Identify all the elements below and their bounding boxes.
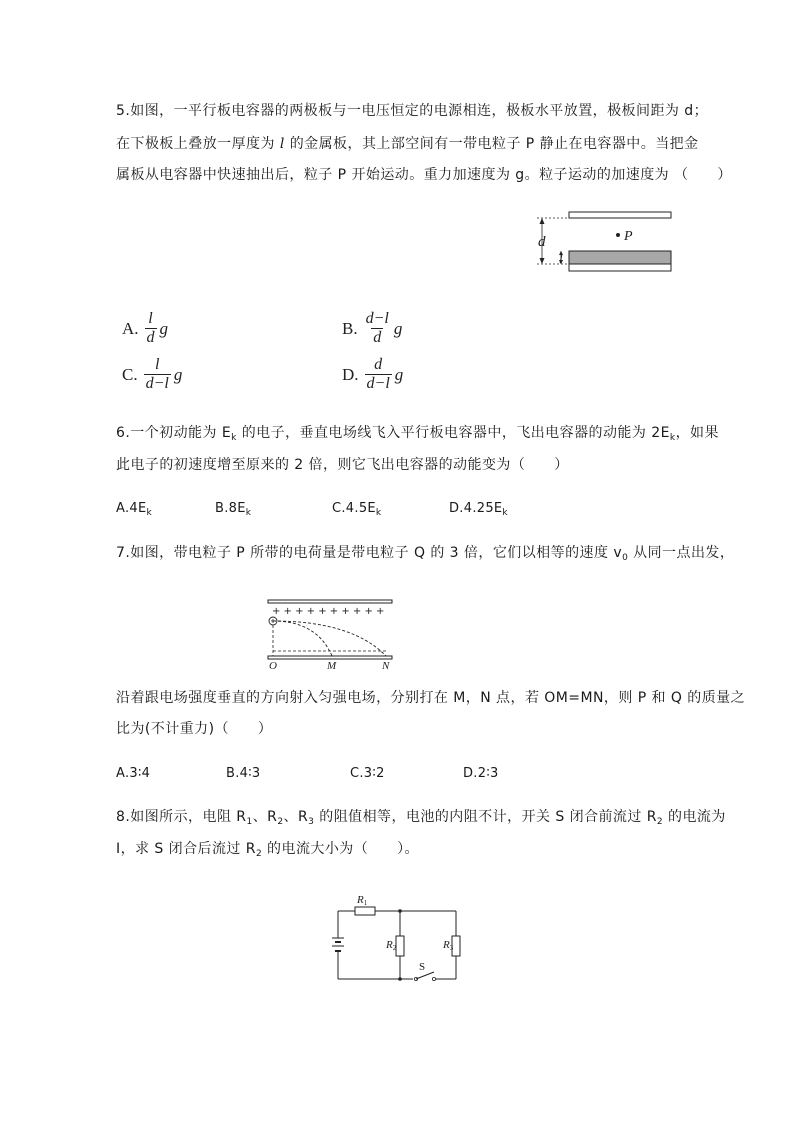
q6-option-a[interactable]: $A.4E_k$ — [116, 501, 152, 518]
q5-option-a[interactable]: A. $\frac{l}{d}$ g — [122, 310, 169, 346]
q6-line-1: 6.一个初动能为 $E_k$ 的电子，垂直电场线飞入平行板电容器中，飞出电容器的动能为 $2E_k$，如果 — [116, 425, 719, 443]
q5-line-3: 属板从电容器中快速抽出后，粒子 P 开始运动。重力加速度为 g。粒子运动的加速度为 （ ） — [116, 167, 732, 183]
label-P: P — [624, 229, 633, 244]
capacitor-figure — [525, 208, 685, 276]
q6-option-b[interactable]: $B.8E_k$ — [215, 501, 252, 518]
q6-option-c[interactable]: $C.4.5E_k$ — [332, 501, 382, 518]
q8-line-2: I，求 S 闭合后流过 $R_2$ 的电流大小为（ ）。 — [116, 841, 419, 859]
label-l: l — [559, 251, 563, 266]
plus-signs: + + + + + + + + + + — [272, 606, 385, 617]
label-M: M — [327, 660, 337, 672]
q6-option-d[interactable]: $D.4.25E_k$ — [449, 501, 508, 518]
q5-option-c[interactable]: C. $\frac{l}{d-l}$ g — [122, 356, 183, 392]
label-O: O — [269, 660, 277, 672]
label-N: N — [382, 660, 390, 672]
label-r1: R1 — [357, 894, 368, 907]
q7-line-3: 比为(不计重力)（ ） — [116, 721, 273, 737]
label-d: d — [538, 234, 546, 250]
label-r3: R3 — [443, 939, 454, 952]
q7-option-c[interactable]: C.3∶2 — [350, 766, 385, 781]
q7-option-b[interactable]: B.4∶3 — [226, 766, 261, 781]
q7-option-d[interactable]: D.2∶3 — [463, 766, 499, 781]
label-s: S — [419, 961, 426, 973]
label-r2: R2 — [386, 939, 397, 952]
q7-line-2: 沿着跟电场强度垂直的方向射入匀强电场，分别打在 M，N 点，若 OM=MN，则 P 和 Q 的质量之 — [116, 690, 746, 706]
deflection-figure — [262, 597, 398, 671]
q5-line-1: 5.如图，一平行板电容器的两极板与一电压恒定的电源相连，极板水平放置，极板间距为 d； — [116, 103, 709, 119]
circuit-figure — [330, 890, 470, 990]
q5-line-2: 在下极板上叠放一厚度为 l 的金属板，其上部空间有一带电粒子 P 静止在电容器中。当把金 — [116, 136, 699, 152]
q7-option-a[interactable]: A.3∶4 — [116, 766, 151, 781]
q5-option-d[interactable]: D. $\frac{d}{d-l}$ g — [342, 356, 404, 392]
q5-option-b[interactable]: B. $\frac{d-l}{d}$ g — [342, 310, 403, 346]
q6-line-2: 此电子的初速度增至原来的 2 倍，则它飞出电容器的动能变为（ ） — [116, 457, 569, 473]
q7-line-1: 7.如图，带电粒子 P 所带的电荷量是带电粒子 Q 的 3 倍，它们以相等的速度 $v_0$ 从同一点出发， — [116, 545, 735, 563]
q8-line-1: 8.如图所示，电阻 $R_1$、$R_2$、$R_3$ 的阻值相等，电池的内阻不计，开关 S 闭合前流过 $R_2$ 的电流为 — [116, 809, 726, 827]
